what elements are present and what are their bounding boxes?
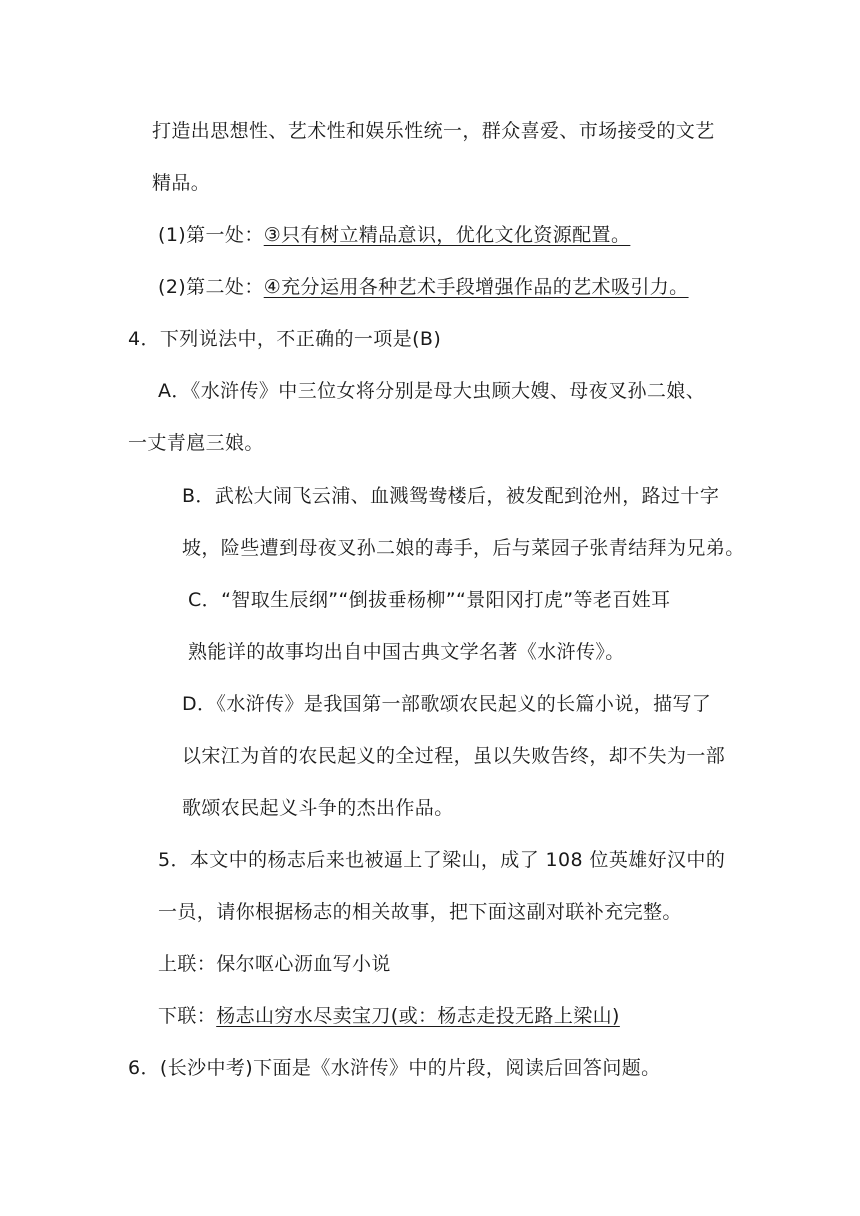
answer-text: ④充分运用各种艺术手段增强作品的艺术吸引力。 (263, 276, 689, 298)
question-5-line: 5．本文中的杨志后来也被逼上了梁山，成了 108 位英雄好汉中的 (158, 849, 726, 871)
couplet-lower-label: 下联： (158, 1005, 217, 1027)
option-b-line: B．武松大闹飞云浦、血溅鸳鸯楼后，被发配到沧州，路过十字 (182, 485, 720, 507)
couplet-lower (158, 1003, 620, 1029)
couplet-lower-answer: 杨志山穷水尽卖宝刀(或：杨志走投无路上梁山) (216, 1005, 620, 1027)
answer-text: ③只有树立精品意识，优化文化资源配置。 (263, 224, 631, 246)
option-d-line: 歌颂农民起义斗争的杰出作品。 (182, 797, 454, 819)
question-4-stem: 4．下列说法中，不正确的一项是(B) (128, 328, 442, 350)
question-6-stem: 6．(长沙中考)下面是《水浒传》中的片段，阅读后回答问题。 (128, 1057, 661, 1079)
couplet-upper: 上联：保尔呕心沥血写小说 (158, 953, 391, 975)
option-b-line: 坡，险些遭到母夜叉孙二娘的毒手，后与菜园子张青结拜为兄弟。 (182, 537, 745, 559)
option-d-line: 以宋江为首的农民起义的全过程，虽以失败告终，却不失为一部 (182, 745, 726, 767)
answer-label: (2)第二处： (158, 276, 264, 298)
answer-line-2 (158, 274, 689, 300)
option-a-line: 一丈青扈三娘。 (128, 432, 264, 454)
option-c-line: 熟能详的故事均出自中国古典文学名著《水浒传》。 (188, 641, 625, 663)
paragraph-line: 打造出思想性、艺术性和娱乐性统一，群众喜爱、市场接受的文艺 (152, 120, 715, 142)
question-5-line: 一员，请你根据杨志的相关故事，把下面这副对联补充完整。 (158, 901, 682, 923)
answer-line-1 (158, 222, 630, 248)
option-d-line: D．《水浒传》是我国第一部歌颂农民起义的长篇小说，描写了 (182, 693, 712, 715)
paragraph-line: 精品。 (152, 172, 211, 194)
option-c-line: C．“智取生辰纲”“倒拔垂杨柳”“景阳冈打虎”等老百姓耳 (188, 589, 671, 611)
option-a-line: A．《水浒传》中三位女将分别是母大虫顾大嫂、母夜叉孙二娘、 (158, 380, 706, 402)
answer-label: (1)第一处： (158, 224, 264, 246)
